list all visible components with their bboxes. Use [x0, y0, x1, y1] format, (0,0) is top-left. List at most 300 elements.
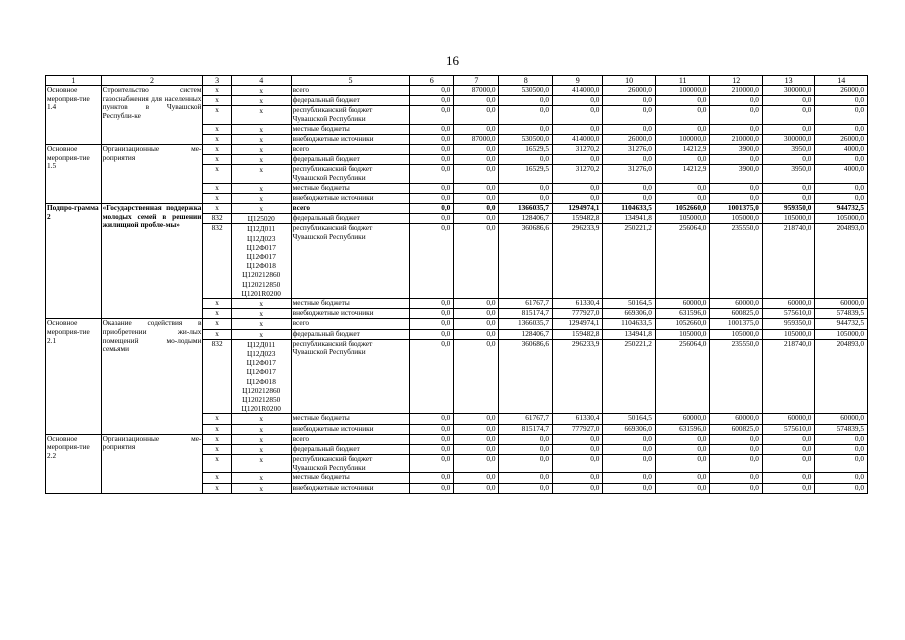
amount-cell: 575610,0 — [762, 424, 814, 434]
amount-cell: 0,0 — [499, 106, 553, 124]
amount-cell: 300000,0 — [762, 134, 814, 144]
table-body — [46, 76, 868, 494]
amount-cell: 250221,2 — [603, 339, 655, 414]
amount-cell: 218740,0 — [762, 339, 814, 414]
amount-cell: 0,0 — [454, 339, 499, 414]
amount-cell: 0,0 — [553, 124, 603, 134]
classification-code: Ц12Д011 — [247, 224, 276, 234]
budget-classification-codes — [231, 155, 291, 165]
budget-classification-codes — [231, 473, 291, 483]
funding-source: местные бюджеты — [291, 124, 410, 134]
budget-classification-codes — [231, 434, 291, 444]
grbs-code: x — [203, 483, 231, 493]
amount-cell: 134941,8 — [603, 329, 655, 339]
amount-cell: 218740,0 — [762, 224, 814, 299]
amount-cell: 0,0 — [454, 319, 499, 329]
amount-cell: 0,0 — [603, 193, 655, 203]
amount-cell: 16529,5 — [499, 145, 553, 155]
amount-cell: 0,0 — [710, 193, 762, 203]
amount-cell: 1001375,0 — [710, 204, 762, 214]
amount-cell: 0,0 — [454, 204, 499, 214]
amount-cell: 0,0 — [499, 183, 553, 193]
amount-cell: 0,0 — [603, 473, 655, 483]
amount-cell: 0,0 — [655, 455, 710, 473]
amount-cell: 300000,0 — [762, 86, 814, 96]
amount-cell: 4000,0 — [815, 145, 868, 155]
classification-code: x — [259, 424, 264, 434]
page-number: 16 — [446, 53, 459, 68]
amount-cell: 0,0 — [655, 483, 710, 493]
amount-cell: 0,0 — [553, 455, 603, 473]
grbs-code: x — [203, 155, 231, 165]
amount-cell: 0,0 — [815, 124, 868, 134]
amount-cell: 0,0 — [710, 155, 762, 165]
budget-classification-codes — [231, 414, 291, 424]
grbs-code: x — [203, 473, 231, 483]
amount-cell: 1294974,1 — [553, 204, 603, 214]
amount-cell: 60000,0 — [762, 299, 814, 309]
amount-cell: 0,0 — [710, 473, 762, 483]
amount-cell: 0,0 — [710, 106, 762, 124]
classification-code: Ц125020 — [247, 214, 275, 224]
measure-title: Организационные ме-роприятия — [101, 434, 203, 493]
amount-cell: 0,0 — [710, 96, 762, 106]
amount-cell: 235550,0 — [710, 224, 762, 299]
amount-cell: 0,0 — [454, 329, 499, 339]
amount-cell: 575610,0 — [762, 309, 814, 319]
amount-cell: 0,0 — [410, 214, 454, 224]
classification-code: x — [259, 86, 264, 95]
amount-cell: 26000,0 — [815, 134, 868, 144]
amount-cell: 159482,8 — [553, 329, 603, 339]
classification-code: x — [259, 106, 264, 116]
budget-classification-codes — [231, 424, 291, 434]
amount-cell: 0,0 — [454, 214, 499, 224]
grbs-code: x — [203, 124, 231, 134]
amount-cell: 60000,0 — [655, 414, 710, 424]
funding-source: федеральный бюджет — [291, 329, 410, 339]
grbs-code: x — [203, 204, 231, 214]
classification-code: Ц12Ф018 — [246, 376, 276, 386]
amount-cell: 105000,0 — [815, 214, 868, 224]
table-row — [46, 434, 868, 444]
classification-code: x — [259, 483, 264, 493]
classification-code: x — [259, 124, 264, 134]
amount-cell: 815174,7 — [499, 309, 553, 319]
amount-cell: 26000,0 — [603, 134, 655, 144]
classification-code: x — [259, 155, 264, 165]
funding-source: внебюджетные источники — [291, 424, 410, 434]
amount-cell: 600825,0 — [710, 424, 762, 434]
amount-cell: 0,0 — [655, 445, 710, 455]
amount-cell: 0,0 — [454, 124, 499, 134]
amount-cell: 0,0 — [655, 193, 710, 203]
amount-cell: 0,0 — [410, 339, 454, 414]
column-number-12: 12 — [710, 76, 762, 86]
budget-classification-codes — [231, 455, 291, 473]
amount-cell: 0,0 — [454, 434, 499, 444]
classification-code: Ц12Ф017 — [246, 367, 276, 377]
amount-cell: 0,0 — [655, 434, 710, 444]
classification-code: Ц12Д023 — [246, 233, 276, 243]
budget-classification-codes — [231, 124, 291, 134]
amount-cell: 0,0 — [410, 106, 454, 124]
classification-code: Ц1201R0200 — [241, 404, 281, 414]
amount-cell: 0,0 — [603, 445, 655, 455]
grbs-code: x — [203, 329, 231, 339]
column-number-5: 5 — [291, 76, 410, 86]
measure-label: Подпро-грамма 2 — [46, 204, 102, 319]
column-number-13: 13 — [762, 76, 814, 86]
amount-cell: 0,0 — [603, 483, 655, 493]
amount-cell: 0,0 — [762, 106, 814, 124]
amount-cell: 204893,0 — [815, 339, 868, 414]
classification-code: x — [259, 193, 264, 203]
table-row — [46, 319, 868, 329]
grbs-code: x — [203, 309, 231, 319]
classification-code: Ц120212850 — [242, 395, 281, 405]
amount-cell: 0,0 — [410, 86, 454, 96]
amount-cell: 0,0 — [762, 155, 814, 165]
amount-cell: 0,0 — [499, 483, 553, 493]
budget-classification-codes — [231, 214, 291, 224]
amount-cell: 0,0 — [710, 455, 762, 473]
amount-cell: 0,0 — [454, 424, 499, 434]
amount-cell: 0,0 — [410, 96, 454, 106]
classification-code: x — [259, 183, 264, 193]
amount-cell: 0,0 — [454, 445, 499, 455]
amount-cell: 0,0 — [655, 183, 710, 193]
funding-source: всего — [291, 204, 410, 214]
amount-cell: 0,0 — [815, 155, 868, 165]
grbs-code: x — [203, 434, 231, 444]
amount-cell: 3900,0 — [710, 165, 762, 183]
amount-cell: 1001375,0 — [710, 319, 762, 329]
amount-cell: 0,0 — [454, 155, 499, 165]
grbs-code: 832 — [203, 214, 231, 224]
amount-cell: 360686,6 — [499, 224, 553, 299]
amount-cell: 256064,0 — [655, 339, 710, 414]
funding-source: всего — [291, 319, 410, 329]
amount-cell: 0,0 — [454, 165, 499, 183]
amount-cell: 0,0 — [499, 434, 553, 444]
amount-cell: 0,0 — [410, 193, 454, 203]
column-number-6: 6 — [410, 76, 454, 86]
amount-cell: 3900,0 — [710, 145, 762, 155]
amount-cell: 0,0 — [815, 96, 868, 106]
amount-cell: 0,0 — [499, 445, 553, 455]
amount-cell: 4000,0 — [815, 165, 868, 183]
amount-cell: 0,0 — [655, 124, 710, 134]
amount-cell: 0,0 — [710, 124, 762, 134]
amount-cell: 0,0 — [553, 473, 603, 483]
amount-cell: 574839,5 — [815, 424, 868, 434]
grbs-code: x — [203, 455, 231, 473]
amount-cell: 0,0 — [454, 193, 499, 203]
grbs-code: x — [203, 183, 231, 193]
amount-cell: 631596,0 — [655, 309, 710, 319]
measure-title: Оказание содействия в приобретении жи-лых помещений мо-лодыми семьями — [101, 319, 203, 434]
amount-cell: 0,0 — [603, 455, 655, 473]
amount-cell: 3950,0 — [762, 145, 814, 155]
amount-cell: 0,0 — [454, 106, 499, 124]
classification-code: x — [259, 445, 264, 455]
amount-cell: 100000,0 — [655, 86, 710, 96]
budget-classification-codes — [231, 483, 291, 493]
amount-cell: 3950,0 — [762, 165, 814, 183]
amount-cell: 235550,0 — [710, 339, 762, 414]
measure-title: «Государственная поддержка молодых семей в решении жилищной пробле-мы» — [101, 204, 203, 319]
column-number-4: 4 — [231, 76, 291, 86]
amount-cell: 256064,0 — [655, 224, 710, 299]
amount-cell: 210000,0 — [710, 86, 762, 96]
budget-classification-codes — [231, 445, 291, 455]
amount-cell: 0,0 — [815, 455, 868, 473]
amount-cell: 0,0 — [553, 183, 603, 193]
grbs-code: x — [203, 165, 231, 183]
classification-code: x — [259, 434, 264, 444]
amount-cell: 0,0 — [553, 193, 603, 203]
amount-cell: 0,0 — [815, 434, 868, 444]
amount-cell: 210000,0 — [710, 134, 762, 144]
amount-cell: 1294974,1 — [553, 319, 603, 329]
amount-cell: 0,0 — [499, 155, 553, 165]
amount-cell: 0,0 — [762, 473, 814, 483]
amount-cell: 60000,0 — [762, 414, 814, 424]
amount-cell: 0,0 — [603, 183, 655, 193]
amount-cell: 530500,0 — [499, 134, 553, 144]
amount-cell: 0,0 — [499, 455, 553, 473]
amount-cell: 631596,0 — [655, 424, 710, 434]
amount-cell: 1104633,5 — [603, 204, 655, 214]
classification-code: Ц12Ф017 — [246, 242, 276, 252]
amount-cell: 1104633,5 — [603, 319, 655, 329]
amount-cell: 296233,9 — [553, 224, 603, 299]
budget-classification-codes — [231, 165, 291, 183]
amount-cell: 60000,0 — [815, 414, 868, 424]
amount-cell: 0,0 — [499, 96, 553, 106]
grbs-code: x — [203, 106, 231, 124]
amount-cell: 0,0 — [815, 183, 868, 193]
amount-cell: 0,0 — [762, 193, 814, 203]
amount-cell: 0,0 — [410, 424, 454, 434]
amount-cell: 1366035,7 — [499, 204, 553, 214]
grbs-code: x — [203, 86, 231, 96]
amount-cell: 0,0 — [603, 96, 655, 106]
amount-cell: 0,0 — [454, 473, 499, 483]
amount-cell: 0,0 — [454, 299, 499, 309]
table-row — [46, 86, 868, 96]
amount-cell: 0,0 — [454, 309, 499, 319]
amount-cell: 61330,4 — [553, 414, 603, 424]
amount-cell: 0,0 — [815, 106, 868, 124]
amount-cell: 0,0 — [454, 183, 499, 193]
amount-cell: 0,0 — [762, 483, 814, 493]
amount-cell: 105000,0 — [762, 214, 814, 224]
amount-cell: 128406,7 — [499, 329, 553, 339]
measure-label: Основное мероприя-тие 2.1 — [46, 319, 102, 434]
amount-cell: 0,0 — [454, 455, 499, 473]
amount-cell: 815174,7 — [499, 424, 553, 434]
classification-code: Ц12Ф017 — [246, 252, 276, 262]
budget-classification-codes — [231, 106, 291, 124]
budget-classification-codes — [231, 319, 291, 329]
amount-cell: 600825,0 — [710, 309, 762, 319]
amount-cell: 0,0 — [815, 473, 868, 483]
amount-cell: 87000,0 — [454, 134, 499, 144]
classification-code: Ц1201R0200 — [241, 288, 281, 298]
amount-cell: 0,0 — [655, 106, 710, 124]
amount-cell: 0,0 — [815, 445, 868, 455]
classification-code: x — [259, 329, 264, 339]
amount-cell: 0,0 — [655, 155, 710, 165]
classification-code: x — [259, 145, 264, 154]
amount-cell: 50164,5 — [603, 414, 655, 424]
amount-cell: 0,0 — [410, 434, 454, 444]
amount-cell: 60000,0 — [710, 414, 762, 424]
budget-classification-codes — [231, 329, 291, 339]
classification-code: Ц120212850 — [242, 279, 281, 289]
amount-cell: 0,0 — [454, 96, 499, 106]
funding-source: местные бюджеты — [291, 299, 410, 309]
classification-code: x — [259, 134, 264, 144]
amount-cell: 87000,0 — [454, 86, 499, 96]
measure-label: Основное мероприя-тие 1.4 — [46, 86, 102, 145]
amount-cell: 50164,5 — [603, 299, 655, 309]
budget-classification-codes — [231, 309, 291, 319]
amount-cell: 0,0 — [410, 124, 454, 134]
funding-source: федеральный бюджет — [291, 155, 410, 165]
amount-cell: 31270,2 — [553, 145, 603, 155]
amount-cell: 0,0 — [710, 483, 762, 493]
amount-cell: 134941,8 — [603, 214, 655, 224]
funding-source: республиканский бюджет Чувашской Республики — [291, 106, 410, 124]
amount-cell: 0,0 — [553, 155, 603, 165]
measure-title: Организационные ме-роприятия — [101, 145, 203, 204]
amount-cell: 61330,4 — [553, 299, 603, 309]
amount-cell: 0,0 — [710, 183, 762, 193]
column-number-8: 8 — [499, 76, 553, 86]
budget-classification-codes — [231, 224, 291, 299]
column-number-9: 9 — [553, 76, 603, 86]
amount-cell: 0,0 — [410, 473, 454, 483]
classification-code: x — [259, 319, 264, 329]
amount-cell: 105000,0 — [710, 329, 762, 339]
amount-cell: 0,0 — [710, 445, 762, 455]
funding-source: местные бюджеты — [291, 183, 410, 193]
budget-classification-codes — [231, 145, 291, 155]
grbs-code: x — [203, 96, 231, 106]
table-row — [46, 204, 868, 214]
amount-cell: 360686,6 — [499, 339, 553, 414]
classification-code: Ц12Д011 — [247, 339, 276, 349]
amount-cell: 944732,5 — [815, 319, 868, 329]
grbs-code: x — [203, 319, 231, 329]
amount-cell: 0,0 — [553, 96, 603, 106]
amount-cell: 296233,9 — [553, 339, 603, 414]
amount-cell: 0,0 — [499, 473, 553, 483]
amount-cell: 1052660,0 — [655, 319, 710, 329]
amount-cell: 0,0 — [762, 183, 814, 193]
amount-cell: 0,0 — [410, 329, 454, 339]
classification-code: x — [259, 414, 264, 424]
amount-cell: 61767,7 — [499, 299, 553, 309]
amount-cell: 0,0 — [454, 483, 499, 493]
amount-cell: 959350,0 — [762, 319, 814, 329]
amount-cell: 250221,2 — [603, 224, 655, 299]
amount-cell: 0,0 — [603, 434, 655, 444]
amount-cell: 16529,5 — [499, 165, 553, 183]
table-row — [46, 145, 868, 155]
funding-source: всего — [291, 145, 410, 155]
column-number-row — [46, 76, 868, 86]
amount-cell: 0,0 — [454, 145, 499, 155]
budget-classification-codes — [231, 96, 291, 106]
amount-cell: 0,0 — [815, 483, 868, 493]
funding-source: республиканский бюджет Чувашской Республики — [291, 339, 410, 414]
classification-code: x — [259, 473, 264, 483]
amount-cell: 31276,0 — [603, 165, 655, 183]
amount-cell: 0,0 — [410, 445, 454, 455]
grbs-code: x — [203, 424, 231, 434]
amount-cell: 574839,5 — [815, 309, 868, 319]
column-number-2: 2 — [101, 76, 203, 86]
amount-cell: 0,0 — [410, 414, 454, 424]
amount-cell: 0,0 — [499, 124, 553, 134]
budget-classification-codes — [231, 134, 291, 144]
funding-source: местные бюджеты — [291, 473, 410, 483]
amount-cell: 0,0 — [410, 155, 454, 165]
amount-cell: 0,0 — [553, 483, 603, 493]
classification-code: Ц12Ф017 — [246, 358, 276, 368]
amount-cell: 31276,0 — [603, 145, 655, 155]
amount-cell: 0,0 — [762, 96, 814, 106]
column-number-1: 1 — [46, 76, 102, 86]
grbs-code: x — [203, 193, 231, 203]
amount-cell: 0,0 — [454, 224, 499, 299]
amount-cell: 128406,7 — [499, 214, 553, 224]
classification-code: Ц12Ф018 — [246, 261, 276, 271]
amount-cell: 105000,0 — [815, 329, 868, 339]
amount-cell: 31270,2 — [553, 165, 603, 183]
amount-cell: 414000,0 — [553, 134, 603, 144]
amount-cell: 0,0 — [762, 124, 814, 134]
amount-cell: 0,0 — [410, 183, 454, 193]
measure-title: Строительство систем газоснабжения для населенных пунктов в Чувашской Республи-ке — [101, 86, 203, 145]
classification-code: x — [259, 165, 264, 175]
budget-classification-codes — [231, 183, 291, 193]
amount-cell: 530500,0 — [499, 86, 553, 96]
measure-label: Основное мероприя-тие 1.5 — [46, 145, 102, 204]
column-number-10: 10 — [603, 76, 655, 86]
grbs-code: x — [203, 299, 231, 309]
amount-cell: 0,0 — [410, 483, 454, 493]
amount-cell: 0,0 — [410, 319, 454, 329]
funding-source: республиканский бюджет Чувашской Республики — [291, 165, 410, 183]
amount-cell: 26000,0 — [603, 86, 655, 96]
column-number-14: 14 — [815, 76, 868, 86]
classification-code: x — [259, 455, 264, 465]
amount-cell: 0,0 — [762, 455, 814, 473]
amount-cell: 1052660,0 — [655, 204, 710, 214]
amount-cell: 0,0 — [603, 155, 655, 165]
amount-cell: 159482,8 — [553, 214, 603, 224]
amount-cell: 105000,0 — [655, 329, 710, 339]
classification-code: x — [259, 299, 264, 309]
amount-cell: 0,0 — [762, 445, 814, 455]
funding-source: внебюджетные источники — [291, 483, 410, 493]
funding-source: внебюджетные источники — [291, 193, 410, 203]
